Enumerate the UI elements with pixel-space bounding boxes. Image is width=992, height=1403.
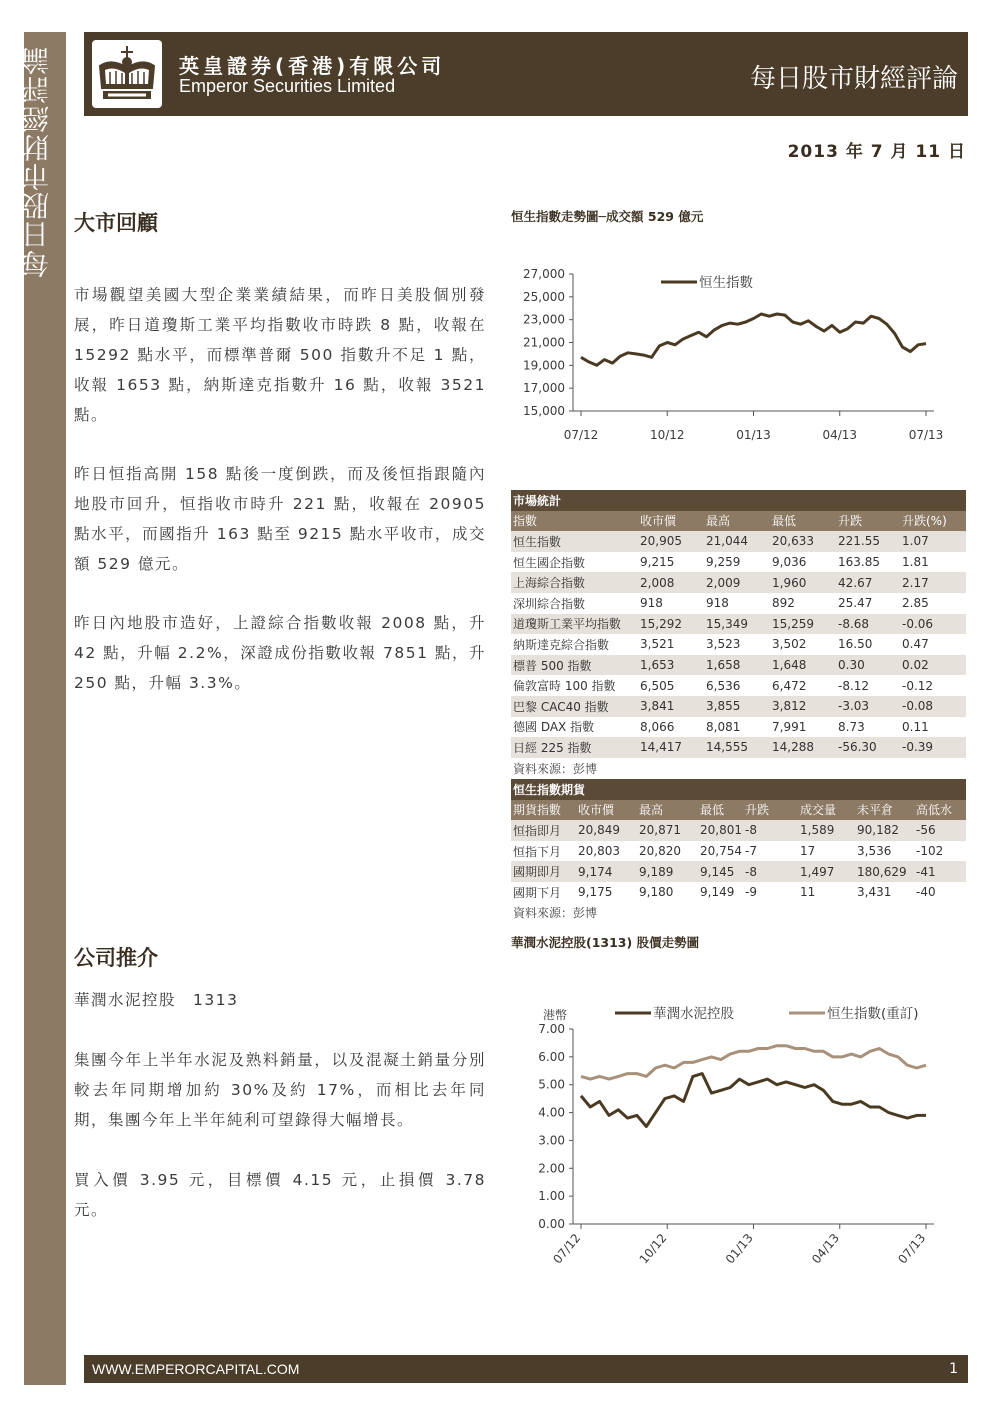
y-tick-label: 21,000 xyxy=(523,335,565,350)
table-row xyxy=(511,841,966,862)
futures-title: 恒生指數期貨 xyxy=(511,779,966,800)
market-stats-column-header: 收市價 xyxy=(638,511,704,532)
footer-url[interactable]: WWW.EMPERORCAPITAL.COM xyxy=(92,1361,300,1377)
market-stats-cell: 0.47 xyxy=(902,637,929,652)
y-tick-label: 17,000 xyxy=(523,381,565,396)
company-pick-stock: 華潤水泥控股 1313 xyxy=(74,991,239,1009)
market-stats-cell: 20,905 xyxy=(638,531,704,552)
market-stats-cell: 15,259 xyxy=(770,614,836,635)
market-stats-cell: 3,855 xyxy=(704,696,770,717)
market-stats-column-header: 升跌 xyxy=(836,511,900,532)
market-stats-title: 市場統計 xyxy=(511,490,966,511)
futures-table xyxy=(511,779,966,923)
y-tick-label: 15,000 xyxy=(523,404,565,418)
market-stats-cell: 15,349 xyxy=(704,614,770,635)
futures-cell: 20,871 xyxy=(637,820,698,841)
futures-column-header: 最高 xyxy=(637,800,698,821)
futures-cell: -41 xyxy=(914,861,966,882)
market-stats-cell: 2,008 xyxy=(638,572,704,593)
hsi-chart-title: 恒生指數走勢圖─成交額 529 億元 xyxy=(511,209,704,224)
market-stats-cell: 0.02 xyxy=(900,655,966,676)
market-stats-cell: 8,081 xyxy=(706,719,741,734)
table-row xyxy=(511,614,966,635)
futures-cell: -7 xyxy=(745,844,757,859)
report-title: 每日股市財經評論 xyxy=(749,64,958,94)
table-row xyxy=(511,655,966,676)
market-stats-cell: 42.67 xyxy=(836,572,900,593)
x-tick-label: 01/13 xyxy=(722,1230,756,1267)
market-stats-cell: 6,472 xyxy=(772,678,807,693)
futures-cell: 恒指下月 xyxy=(513,844,562,859)
market-stats-cell: -8.12 xyxy=(838,678,870,693)
market-stats-cell: 221.55 xyxy=(836,531,900,552)
page-header xyxy=(84,32,968,116)
series-line xyxy=(581,1074,926,1127)
y-tick-label: 0.00 xyxy=(538,1217,565,1231)
company-pick-paragraph-2: 買入價 3.95 元，目標價 4.15 元，止損價 3.78 元。 xyxy=(74,1171,486,1219)
futures-cell: -102 xyxy=(916,844,944,859)
futures-column-header: 期貨指數 xyxy=(511,800,576,821)
market-stats-cell: 3,521 xyxy=(640,637,675,652)
crown-logo-icon xyxy=(92,40,162,108)
market-stats-cell: -0.39 xyxy=(900,737,966,758)
futures-cell: 9,149 xyxy=(700,885,735,900)
market-stats-cell: 892 xyxy=(772,596,795,611)
futures-column-header: 最低 xyxy=(698,800,743,821)
market-stats-cell: 9,036 xyxy=(772,555,807,570)
market-stats-source-row xyxy=(511,758,966,779)
company-name-en: Emperor Securities Limited xyxy=(179,76,396,96)
futures-cell: 1,589 xyxy=(798,820,855,841)
futures-cell: 9,189 xyxy=(637,861,698,882)
futures-cell: -8 xyxy=(743,820,798,841)
report-date: 2013 年 7 月 11 日 xyxy=(787,142,966,162)
market-stats-cell: -56.30 xyxy=(836,737,900,758)
table-row xyxy=(511,552,966,573)
table-row xyxy=(511,696,966,717)
futures-cell: 3,536 xyxy=(857,844,892,859)
futures-cell: 9,174 xyxy=(576,861,637,882)
futures-source: 資料來源：彭博 xyxy=(513,906,598,921)
company-pick-title: 公司推介 xyxy=(74,946,158,970)
stock-chart-title: 華潤水泥控股(1313) 股價走勢圖 xyxy=(511,935,700,950)
x-tick-label: 07/13 xyxy=(895,1230,929,1267)
market-stats-source: 資料來源：彭博 xyxy=(513,761,598,776)
series-line xyxy=(581,314,926,365)
futures-column-header: 未平倉 xyxy=(855,800,914,821)
futures-column-header: 高低水 xyxy=(914,800,966,821)
market-stats-cell: -0.08 xyxy=(900,696,966,717)
market-stats-cell: 2.17 xyxy=(900,572,966,593)
futures-column-header: 收市價 xyxy=(576,800,637,821)
futures-cell: 20,820 xyxy=(639,844,681,859)
y-tick-label: 6.00 xyxy=(538,1049,565,1064)
y-tick-label: 25,000 xyxy=(523,289,565,304)
market-stats-cell: 2,009 xyxy=(704,572,770,593)
market-stats-cell: 深圳綜合指數 xyxy=(513,596,586,611)
futures-column-header: 成交量 xyxy=(798,800,855,821)
futures-cell: 1,497 xyxy=(798,861,855,882)
futures-title-row xyxy=(511,779,966,800)
table-row xyxy=(511,820,966,841)
legend-label: 恒生指數 xyxy=(699,275,753,291)
market-stats-column-header: 最高 xyxy=(704,511,770,532)
futures-cell: 20,803 xyxy=(578,844,620,859)
y-tick-label: 23,000 xyxy=(523,312,565,327)
market-stats-cell: 3,841 xyxy=(638,696,704,717)
futures-cell: 11 xyxy=(800,885,816,900)
series-line xyxy=(581,1046,926,1079)
futures-cell: 17 xyxy=(800,844,816,859)
market-stats-cell: 9,215 xyxy=(640,555,675,570)
futures-cell: 國期下月 xyxy=(513,885,562,900)
market-stats-header-row xyxy=(511,511,966,532)
table-row xyxy=(511,861,966,882)
y-tick-label: 1.00 xyxy=(538,1189,565,1204)
market-review-paragraph-2: 昨日恒指高開 158 點後一度倒跌，而及後恒指跟隨內地股市回升，恒指收市時升 221 點，收報在 20905 點水平，而國指升 163 點至 9215 點水平收市，成交額 529 億元。 xyxy=(74,465,486,573)
legend-label: 恒生指數(重訂) xyxy=(827,1006,919,1022)
market-stats-cell: 918 xyxy=(640,596,663,611)
y-tick-label: 27,000 xyxy=(523,267,565,281)
table-row xyxy=(511,717,966,738)
market-stats-cell: 163.85 xyxy=(838,555,880,570)
market-stats-cell: 2.85 xyxy=(902,596,929,611)
market-review-paragraph-1: 市場觀望美國大型企業業績結果，而昨日美股個別發展，昨日道瓊斯工業平均指數收市時跌 8 點，收報在 15292 點水平，而標準普爾 500 指數升不足 1 點，收報 1653 點，納斯達克指數升 16 點，收報 3521 點。 xyxy=(74,286,486,424)
x-tick-label: 10/12 xyxy=(649,428,685,442)
market-stats-cell: 倫敦富時 100 指數 xyxy=(513,679,616,694)
futures-column-header: 升跌 xyxy=(743,800,798,821)
market-stats-cell: 3,523 xyxy=(706,637,741,652)
market-stats-cell: 6,536 xyxy=(706,678,741,693)
x-tick-label: 07/13 xyxy=(908,428,944,442)
market-stats-cell: 恒生國企指數 xyxy=(513,555,586,570)
x-tick-label: 04/13 xyxy=(822,428,858,442)
x-tick-label: 07/12 xyxy=(563,428,599,442)
futures-header-row xyxy=(511,800,966,821)
market-stats-cell: 15,292 xyxy=(638,614,704,635)
y-tick-label: 5.00 xyxy=(538,1077,565,1092)
table-row xyxy=(511,675,966,696)
market-review-title: 大市回顧 xyxy=(74,211,158,235)
futures-cell: 9,180 xyxy=(639,885,674,900)
futures-cell: 90,182 xyxy=(855,820,914,841)
y-tick-label: 3.00 xyxy=(538,1133,565,1148)
market-stats-cell: 0.11 xyxy=(902,719,929,734)
market-stats-table xyxy=(511,490,966,778)
market-stats-cell: 巴黎 CAC40 指數 xyxy=(511,696,638,717)
legend-label: 華潤水泥控股 xyxy=(653,1006,734,1022)
x-tick-label: 01/13 xyxy=(736,428,771,442)
futures-cell: 3,431 xyxy=(857,885,892,900)
market-stats-cell: 日經 225 指數 xyxy=(511,737,638,758)
table-row xyxy=(511,593,966,614)
market-stats-cell: 8,066 xyxy=(640,719,675,734)
market-stats-cell: 3,812 xyxy=(770,696,836,717)
y-tick-label: 2.00 xyxy=(538,1161,565,1176)
stock-line-chart xyxy=(511,995,966,1285)
hsi-line-chart xyxy=(511,260,966,450)
market-stats-cell: 0.30 xyxy=(836,655,900,676)
futures-cell: 9,145 xyxy=(698,861,743,882)
market-stats-cell: 21,044 xyxy=(704,531,770,552)
market-stats-cell: 14,555 xyxy=(704,737,770,758)
futures-source-row xyxy=(511,903,966,924)
market-stats-cell: 1,648 xyxy=(770,655,836,676)
market-stats-cell: 1.81 xyxy=(902,555,929,570)
y-axis-label: 港幣 xyxy=(542,1008,567,1022)
market-stats-title-row xyxy=(511,490,966,511)
market-stats-cell: 1.07 xyxy=(900,531,966,552)
market-stats-cell: 納斯達克綜合指數 xyxy=(513,637,610,652)
table-row xyxy=(511,572,966,593)
market-stats-cell: 20,633 xyxy=(770,531,836,552)
y-tick-label: 4.00 xyxy=(538,1105,565,1120)
market-stats-cell: 25.47 xyxy=(838,596,873,611)
futures-cell: 20,849 xyxy=(576,820,637,841)
futures-cell: 國期即月 xyxy=(511,861,576,882)
market-stats-cell: 3,502 xyxy=(772,637,807,652)
market-stats-column-header: 升跌(%) xyxy=(900,511,966,532)
market-stats-cell: 14,288 xyxy=(770,737,836,758)
market-stats-cell: 6,505 xyxy=(640,678,675,693)
market-stats-cell: 16.50 xyxy=(838,637,873,652)
market-stats-cell: 標普 500 指數 xyxy=(511,655,638,676)
x-tick-label: 07/12 xyxy=(550,1230,584,1267)
table-row xyxy=(511,882,966,903)
market-stats-cell: 恒生指數 xyxy=(511,531,638,552)
futures-cell: 恒指即月 xyxy=(511,820,576,841)
sidebar-title: 每日股市財經評論 xyxy=(20,46,53,278)
market-stats-cell: 1,658 xyxy=(704,655,770,676)
futures-cell: -8 xyxy=(743,861,798,882)
futures-cell: -56 xyxy=(914,820,966,841)
company-name-cn: 英皇證券(香港)有限公司 xyxy=(179,54,446,78)
market-stats-cell: -0.12 xyxy=(902,678,934,693)
x-tick-label: 04/13 xyxy=(809,1230,843,1267)
market-stats-cell: 上海綜合指數 xyxy=(511,572,638,593)
market-stats-cell: -0.06 xyxy=(900,614,966,635)
futures-cell: 9,175 xyxy=(578,885,613,900)
page-footer xyxy=(84,1355,968,1383)
table-row xyxy=(511,634,966,655)
futures-cell: 20,801 xyxy=(698,820,743,841)
table-row xyxy=(511,737,966,758)
market-stats-cell: 7,991 xyxy=(772,719,807,734)
page-number: 1 xyxy=(949,1361,958,1377)
market-stats-cell: 8.73 xyxy=(838,719,865,734)
market-stats-column-header: 指數 xyxy=(511,511,638,532)
table-row xyxy=(511,531,966,552)
futures-cell: -40 xyxy=(916,885,936,900)
futures-cell: -9 xyxy=(745,885,757,900)
company-pick-paragraph-1: 集團今年上半年水泥及熟料銷量，以及混凝土銷量分別較去年同期增加約 30%及約 17%，而相比去年同期，集團今年上半年純利可望錄得大幅增長。 xyxy=(74,1051,486,1129)
market-stats-cell: 德國 DAX 指數 xyxy=(513,720,595,735)
market-stats-cell: 14,417 xyxy=(638,737,704,758)
market-review-paragraph-3: 昨日內地股市造好，上證綜合指數收報 2008 點，升 42 點，升幅 2.2%，深證成份指數收報 7851 點，升 250 點，升幅 3.3%。 xyxy=(74,614,486,692)
x-tick-label: 10/12 xyxy=(636,1230,670,1267)
market-stats-cell: -3.03 xyxy=(836,696,900,717)
y-tick-label: 7.00 xyxy=(538,1022,565,1036)
futures-cell: 180,629 xyxy=(855,861,914,882)
futures-cell: 20,754 xyxy=(700,844,742,859)
market-stats-cell: 9,259 xyxy=(706,555,741,570)
market-stats-cell: -8.68 xyxy=(836,614,900,635)
market-stats-cell: 918 xyxy=(706,596,729,611)
market-stats-cell: 1,960 xyxy=(770,572,836,593)
market-stats-cell: 道瓊斯工業平均指數 xyxy=(511,614,638,635)
y-tick-label: 19,000 xyxy=(523,358,565,373)
market-stats-cell: 1,653 xyxy=(638,655,704,676)
market-stats-column-header: 最低 xyxy=(770,511,836,532)
